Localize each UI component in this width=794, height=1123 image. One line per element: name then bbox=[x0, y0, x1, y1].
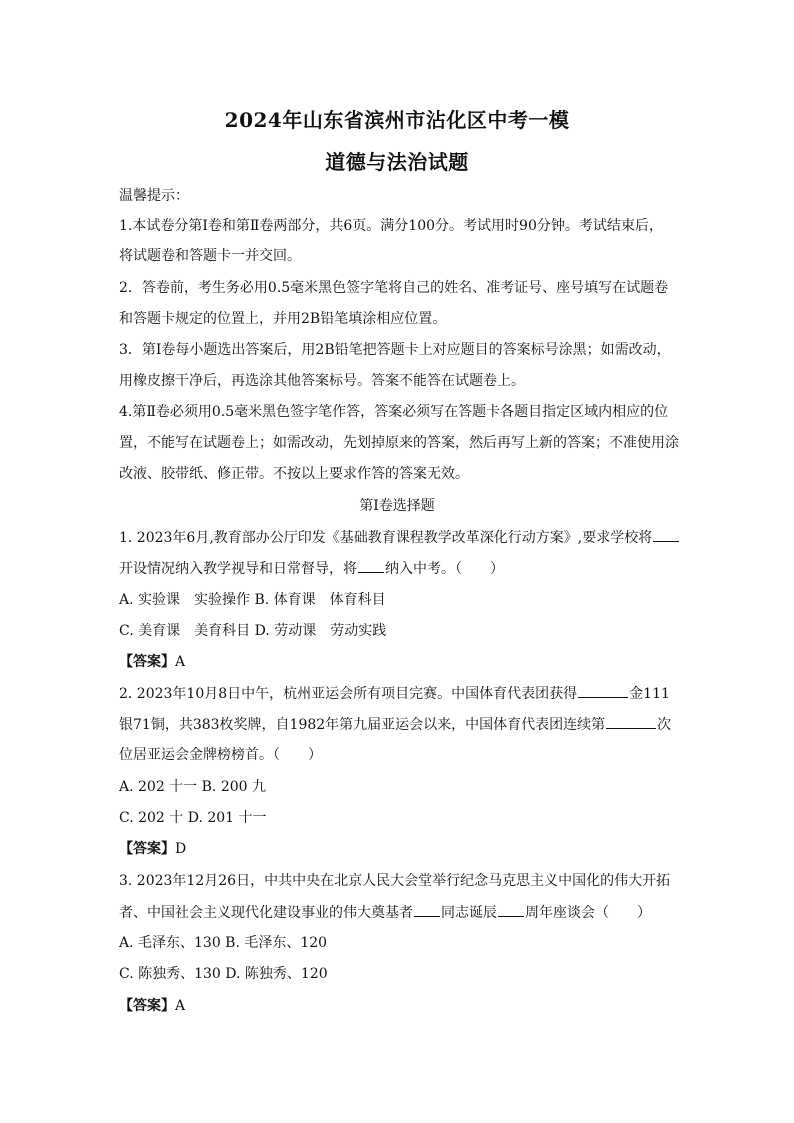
answer-label: 【答案】 bbox=[119, 998, 175, 1014]
question-1-options: A. 实验课 实验操作 B. 体育课 体育科目 bbox=[119, 592, 386, 608]
answer-blank bbox=[414, 902, 440, 917]
question-text: 者、中国社会主义现代化建设事业的伟大奠基者 bbox=[119, 905, 413, 921]
question-2-line: 位居亚运会金牌榜榜首。（ ） bbox=[119, 747, 322, 763]
section-title: 第Ⅰ卷选择题 bbox=[359, 498, 435, 514]
answer-value: A bbox=[175, 654, 186, 670]
question-2-options: A. 202 十一 B. 200 九 bbox=[119, 779, 266, 795]
answer-blank bbox=[653, 527, 679, 542]
tips-line: 1.本试卷分第Ⅰ卷和第Ⅱ卷两部分，共6页。满分100分。考试用时90分钟。考试结束后， bbox=[119, 218, 663, 234]
tips-line: 4.第Ⅱ卷必须用0.5毫米黑色签字笔作答，答案必须写在答题卡各题目指定区域内相应的位 bbox=[119, 404, 669, 420]
question-3-line: 3. 2023年12月26日，中共中央在北京人民大会堂举行纪念马克思主义中国化的伟大开拓 bbox=[119, 873, 671, 889]
tips-line: 3．第Ⅰ卷每小题选出答案后，用2B铅笔把答题卡上对应题目的答案标号涂黑；如需改动， bbox=[119, 342, 671, 358]
question-text: 1. 2023年6月,教育部办公厅印发《基础教育课程教学改革深化行动方案》,要求学校将 bbox=[119, 530, 653, 546]
question-3-options: C. 陈独秀、130 D. 陈独秀、120 bbox=[119, 966, 328, 982]
tips-heading: 温馨提示： bbox=[119, 188, 189, 204]
answer-label: 【答案】 bbox=[119, 654, 175, 670]
answer-blank bbox=[578, 683, 628, 698]
tips-line: 将试题卷和答题卡一并交回。 bbox=[119, 248, 301, 264]
question-text: 次 bbox=[657, 717, 672, 733]
question-text: 2. 2023年10月8日中午，杭州亚运会所有项目完赛。中国体育代表团获得 bbox=[119, 686, 578, 702]
question-1-line bbox=[119, 558, 689, 579]
question-text: 开设情况纳入教学视导和日常督导，将 bbox=[119, 561, 357, 577]
question-2-options: C. 202 十 D. 201 十一 bbox=[119, 810, 267, 826]
question-3-line bbox=[119, 902, 689, 923]
question-text: 金111 bbox=[629, 686, 670, 702]
question-3-answer bbox=[119, 996, 689, 1016]
tips-line: 改液、胶带纸、修正带。不按以上要求作答的答案无效。 bbox=[119, 466, 469, 482]
answer-value: A bbox=[175, 998, 186, 1014]
answer-blank bbox=[358, 558, 384, 573]
tips-line: 和答题卡规定的位置上，并用2B铅笔填涂相应位置。 bbox=[119, 311, 447, 327]
answer-label: 【答案】 bbox=[119, 841, 175, 857]
question-3-options: A. 毛泽东、130 B. 毛泽东、120 bbox=[119, 935, 328, 951]
question-text: 银71铜，共383枚奖牌，自1982年第九届亚运会以来，中国体育代表团连续第 bbox=[119, 717, 606, 733]
question-2-line bbox=[119, 683, 689, 704]
question-1-options: C. 美育课 美育科目 D. 劳动课 劳动实践 bbox=[119, 623, 387, 639]
tips-line: 2．答卷前，考生务必用0.5毫米黑色签字笔将自己的姓名、准考证号、座号填写在试题卷 bbox=[119, 280, 669, 296]
exam-subtitle: 道德与法治试题 bbox=[325, 150, 469, 174]
answer-value: D bbox=[175, 841, 187, 857]
question-text: 纳入中考。（ ） bbox=[385, 561, 504, 577]
question-2-answer bbox=[119, 839, 689, 859]
question-text: 同志诞辰 bbox=[441, 905, 497, 921]
tips-line: 置，不能写在试题卷上；如需改动，先划掉原来的答案，然后再写上新的答案；不准使用涂 bbox=[119, 435, 679, 451]
question-text: 周年座谈会（ ） bbox=[525, 905, 651, 921]
exam-title: 2024年山东省滨州市沾化区中考一模 bbox=[224, 108, 570, 132]
answer-blank bbox=[498, 902, 524, 917]
question-2-line bbox=[119, 714, 689, 735]
question-1-line bbox=[119, 527, 689, 548]
question-1-answer bbox=[119, 652, 689, 672]
answer-blank bbox=[606, 714, 656, 729]
tips-line: 用橡皮擦干净后，再选涂其他答案标号。答案不能答在试题卷上。 bbox=[119, 373, 525, 389]
